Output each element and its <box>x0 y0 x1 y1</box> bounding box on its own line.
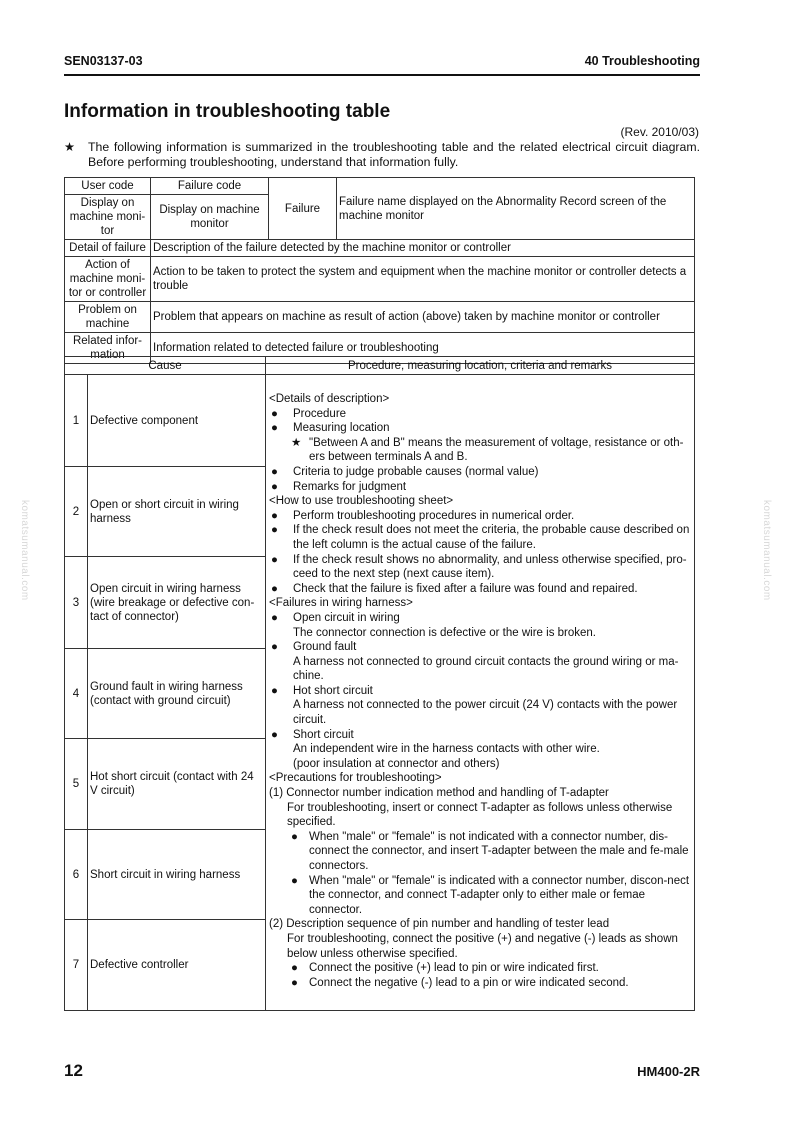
cause-text: Hot short circuit (contact with 24 V circuit) <box>88 739 266 830</box>
cause-text: Short circuit in wiring harness <box>88 830 266 920</box>
cause-number: 7 <box>65 920 88 1011</box>
cause-table <box>64 356 695 1011</box>
action-label: Action of machine moni-tor or controller <box>65 257 151 302</box>
procedure-header: Procedure, measuring location, criteria and remarks <box>266 357 695 375</box>
detail-value: Description of the failure detected by the machine monitor or controller <box>151 240 695 257</box>
bullet-icon: ● <box>271 422 278 435</box>
list-item: ● Remarks for judgment <box>271 480 407 493</box>
list-item-text: An independent wire in the harness contacts with other wire. <box>293 743 600 756</box>
cause-text: Open circuit in wiring harness (wire breakage or defective con-tact of connector) <box>88 557 266 649</box>
action-value: Action to be taken to protect the system and equipment when the machine monitor or controller detects a trouble <box>151 257 695 302</box>
list-item: ● Check that the failure is fixed after a failure was found and repaired. <box>271 582 638 595</box>
cause-text: Ground fault in wiring harness (contact with ground circuit) <box>88 649 266 739</box>
cause-text: Defective component <box>88 375 266 467</box>
failure-code-header: Failure code <box>151 178 269 195</box>
watermark-left: komatsumanual.com <box>19 500 30 601</box>
bullet-icon: ● <box>271 611 278 624</box>
failure-description: Failure name displayed on the Abnormality Record screen of the machine monitor <box>337 178 695 240</box>
display-failure-code: Display on machine monitor <box>151 195 269 240</box>
bullet-icon: ● <box>291 830 298 843</box>
list-item: ● Open circuit in wiring <box>271 611 400 624</box>
list-item: ★ "Between A and B" means the measurement of voltage, resistance or oth-ers between terminals A and B. <box>291 436 684 464</box>
cause-number: 1 <box>65 375 88 467</box>
cause-text: Open or short circuit in wiring harness <box>88 467 266 557</box>
list-item: ● When "male" or "female" is not indicated with a connector number, dis-connect the connector, and insert T-adapter between the male and fe-male connectors. <box>291 830 689 872</box>
bullet-icon: ● <box>291 976 298 989</box>
page-title: Information in troubleshooting table <box>64 101 391 122</box>
related-value: Information related to detected failure or troubleshooting <box>151 333 695 364</box>
precautions-heading: <Precautions for troubleshooting> <box>269 772 442 785</box>
cause-number: 4 <box>65 649 88 739</box>
list-item: ● Measuring location <box>271 422 390 435</box>
list-item: ● Short circuit <box>271 728 354 741</box>
intro-text: The following information is summarized in the troubleshooting table and the related electrical circuit diagram. Before performing troubleshooting, understand that information fully. <box>88 140 700 169</box>
list-item: ● Hot short circuit <box>271 684 373 697</box>
list-item: ● If the check result shows no abnormality, and unless otherwise specified, pro-ceed to the next step (next cause item). <box>271 553 687 581</box>
bullet-icon: ● <box>271 641 278 654</box>
bullet-icon: ● <box>271 407 278 420</box>
bullet-icon: ● <box>271 553 278 566</box>
cause-text: Defective controller <box>88 920 266 1011</box>
bullet-icon: ● <box>271 480 278 493</box>
list-item-text: The connector connection is defective or the wire is broken. <box>293 626 596 639</box>
problem-value: Problem that appears on machine as result of action (above) taken by machine monitor or controller <box>151 302 695 333</box>
problem-label: Problem on machine <box>65 302 151 333</box>
bullet-icon: ● <box>271 684 278 697</box>
cause-number: 6 <box>65 830 88 920</box>
watermark-right: komatsumanual.com <box>761 500 772 601</box>
list-item: ● If the check result does not meet the criteria, the probable cause described on the left column is the actual cause of the failure. <box>271 524 690 551</box>
details-heading: <Details of description> <box>269 393 390 405</box>
related-label: Related infor-mation <box>65 333 151 364</box>
bullet-icon: ● <box>271 509 278 522</box>
user-code-header: User code <box>65 178 151 195</box>
procedure-cell <box>266 375 695 1011</box>
list-item-text: A harness not connected to the power circuit (24 V) contacts with the power circuit. <box>293 699 678 727</box>
bullet-icon: ● <box>271 524 278 537</box>
intro-note <box>64 140 700 170</box>
cause-number: 3 <box>65 557 88 649</box>
usage-heading: <How to use troubleshooting sheet> <box>269 495 454 508</box>
numbered-item-text: For troubleshooting, insert or connect T-adapter as follows unless otherwise specified. <box>287 801 673 829</box>
failures-heading: <Failures in wiring harness> <box>269 597 413 610</box>
numbered-item-text: For troubleshooting, connect the positive (+) and negative (-) leads as shown below unless otherwise specified. <box>287 932 678 960</box>
bullet-icon: ● <box>291 962 298 975</box>
page-header <box>64 54 700 76</box>
numbered-item: (2) Description sequence of pin number and handling of tester lead <box>269 918 610 931</box>
list-item-text: (poor insulation at connector and others) <box>293 757 500 770</box>
model-number: HM400-2R <box>637 1064 700 1079</box>
info-table <box>64 177 695 364</box>
cause-header: Cause <box>65 357 266 375</box>
bullet-icon: ● <box>271 582 278 595</box>
list-item: ● When "male" or "female" is indicated with a connector number, discon-nect the connector, and connect T-adapter only to either male or femae connector. <box>291 874 690 916</box>
doc-number: SEN03137-03 <box>64 54 143 68</box>
section-title: 40 Troubleshooting <box>584 54 700 68</box>
list-item: ● Connect the positive (+) lead to pin or wire indicated first. <box>291 962 599 975</box>
bullet-icon: ● <box>271 465 278 478</box>
cause-number: 5 <box>65 739 88 830</box>
failure-header: Failure <box>269 178 337 240</box>
numbered-item: (1) Connector number indication method and handling of T-adapter <box>269 787 609 800</box>
star-icon: ★ <box>64 140 76 154</box>
list-item: ● Procedure <box>271 407 347 420</box>
bullet-icon: ● <box>291 874 298 887</box>
list-item: ● Connect the negative (-) lead to a pin or wire indicated second. <box>291 976 629 989</box>
revision: (Rev. 2010/03) <box>620 125 699 139</box>
list-item: ● Criteria to judge probable causes (normal value) <box>271 465 539 478</box>
list-item: ● Perform troubleshooting procedures in numerical order. <box>271 509 575 522</box>
list-item-text: A harness not connected to ground circuit contacts the ground wiring or ma-chine. <box>293 655 679 683</box>
detail-label: Detail of failure <box>65 240 151 257</box>
list-item: ● Ground fault <box>271 641 357 654</box>
star-icon: ★ <box>291 436 302 449</box>
cause-number: 2 <box>65 467 88 557</box>
display-user-code: Display on machine moni-tor <box>65 195 151 240</box>
bullet-icon: ● <box>271 728 278 741</box>
page-number: 12 <box>64 1061 83 1080</box>
